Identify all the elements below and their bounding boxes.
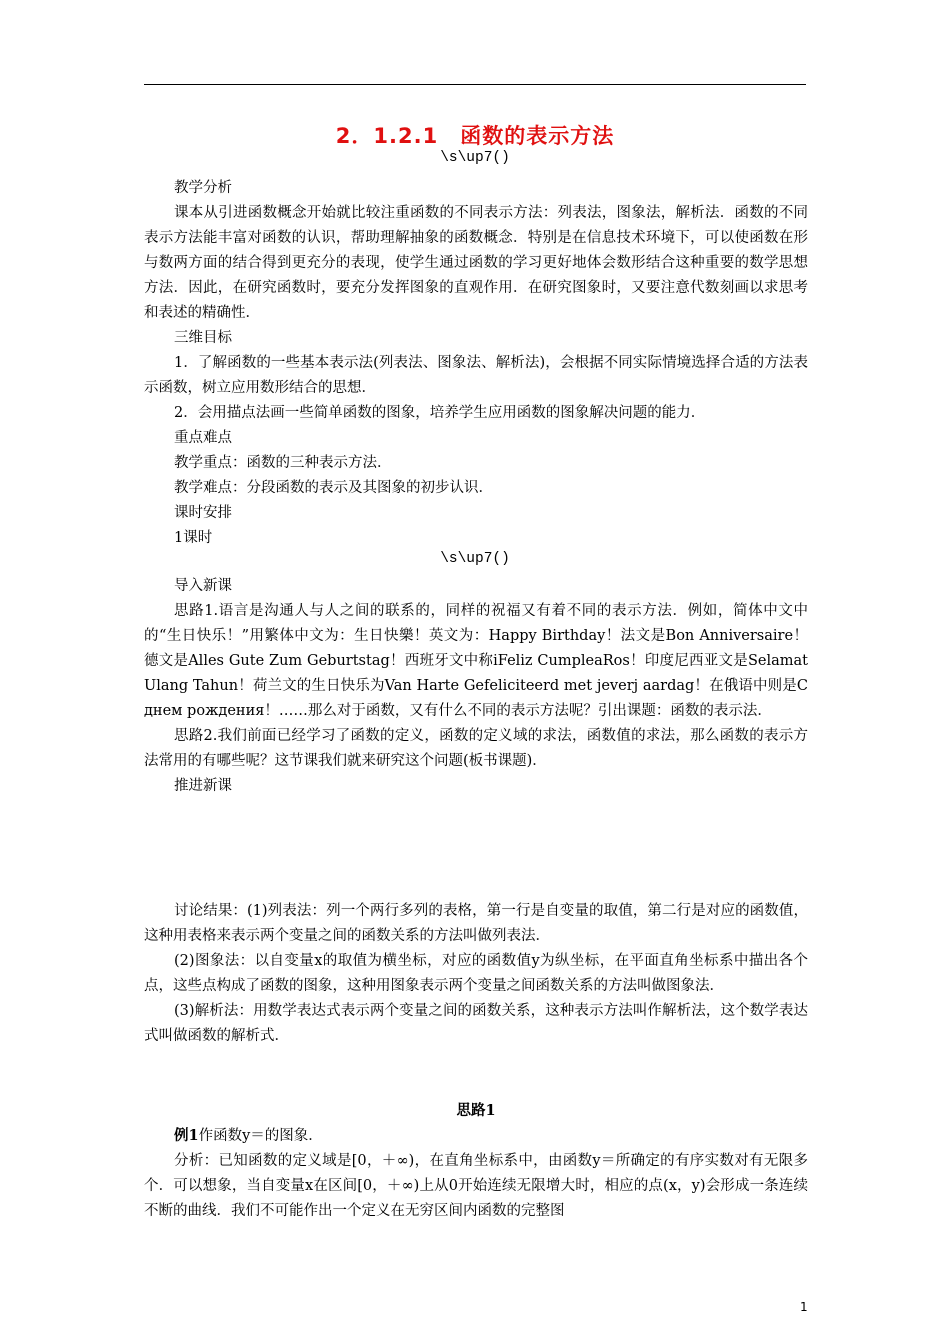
example-label: 例1 bbox=[174, 1127, 199, 1144]
goal-2: 2．会用描点法画一些简单函数的图象，培养学生应用函数的图象解决问题的能力． bbox=[174, 405, 706, 421]
page-number: 1 bbox=[800, 1300, 808, 1314]
example-text: 作函数y＝的图象． bbox=[198, 1128, 323, 1144]
idea-1: 思路1.语言是沟通人与人之间的联系的，同样的祝福又有着不同的表示方法．例如，简体中文中的“生日快乐！”用繁体中文为：生日快樂！英文为：Happy Birthday！法文是Bon Anniversaire！德文是Alles Gute Zum Geburtstag！西班牙文中称iFeliz CumpleaRos！印度尼西亚文是Selamat Ulang Tahun！荷兰文的生日快乐为Van Harte Gefeliciteerd met jeverj aardag！在俄语中则是С днем рождения！……那么对于函数，又有什么不同的表示方法呢？引出课题：函数的表示法． bbox=[144, 603, 808, 719]
discussion-3: (3)解析法：用数学表达式表示两个变量之间的函数关系，这种表示方法叫作解析法，这个数学表达式叫做函数的解析式． bbox=[144, 1003, 808, 1044]
discussion-2: (2)图象法：以自变量x的取值为横坐标，对应的函数值y为纵坐标，在平面直角坐标系中描出各个点，这些点构成了函数的图象，这种用图象表示两个变量之间函数关系的方法叫做图象法． bbox=[144, 953, 808, 994]
key-point: 教学重点：函数的三种表示方法． bbox=[174, 455, 392, 471]
idea-2: 思路2.我们前面已经学习了函数的定义，函数的定义域的求法，函数值的求法，那么函数的表示方法常用的有哪些呢？这节课我们就来研究这个问题(板书课题)． bbox=[144, 728, 808, 769]
goal-1: 1．了解函数的一些基本表示法(列表法、图象法、解析法)，会根据不同实际情境选择合适的方法表示函数，树立应用数形结合的思想． bbox=[144, 355, 808, 396]
idea-heading: 思路1 bbox=[456, 1102, 496, 1119]
body-block-3 bbox=[144, 899, 808, 1049]
schedule-heading: 课时安排 bbox=[174, 505, 232, 521]
example-1 bbox=[144, 1123, 808, 1149]
advance-heading: 推进新课 bbox=[174, 778, 232, 794]
discussion-1: 讨论结果：(1)列表法：列一个两行多列的表格，第一行是自变量的取值，第二行是对应的函数值，这种用表格来表示两个变量之间的函数关系的方法叫做列表法． bbox=[144, 903, 808, 944]
section-marker-2: \s\up7() bbox=[440, 551, 510, 567]
body-block-1 bbox=[144, 176, 808, 551]
key-heading: 重点难点 bbox=[174, 430, 232, 446]
intro-heading: 导入新课 bbox=[174, 578, 232, 594]
difficulty: 教学难点：分段函数的表示及其图象的初步认识． bbox=[174, 480, 493, 496]
section-marker: \s\up7() bbox=[440, 150, 510, 166]
body-block-2 bbox=[144, 574, 808, 799]
analysis-paragraph: 分析：已知函数的定义域是[0，＋∞)，在直角坐标系中，由函数y＝所确定的有序实数对有无限多个．可以想象，当自变量x在区间[0，＋∞)上从0开始连续无限增大时，相应的点(x，y)会形成一条连续不断的曲线．我们不可能作出一个定义在无穷区间内函数的完整图 bbox=[144, 1153, 808, 1219]
goals-heading: 三维目标 bbox=[174, 330, 232, 346]
analysis-heading: 教学分析 bbox=[174, 180, 232, 196]
analysis-text: 课本从引进函数概念开始就比较注重函数的不同表示方法：列表法，图象法，解析法．函数的不同表示方法能丰富对函数的认识，帮助理解抽象的函数概念．特别是在信息技术环境下，可以使函数在形与数两方面的结合得到更充分的表现，使学生通过函数的学习更好地体会数形结合这种重要的数学思想方法．因此，在研究函数时，要充分发挥图象的直观作用．在研究图象时，又要注意代数刻画以求思考和表述的精确性． bbox=[144, 205, 808, 321]
header-rule bbox=[144, 84, 806, 85]
page-title: 2．1.2.1 函数的表示方法 bbox=[335, 124, 615, 148]
body-block-4 bbox=[144, 1098, 808, 1224]
schedule: 1课时 bbox=[174, 530, 213, 546]
